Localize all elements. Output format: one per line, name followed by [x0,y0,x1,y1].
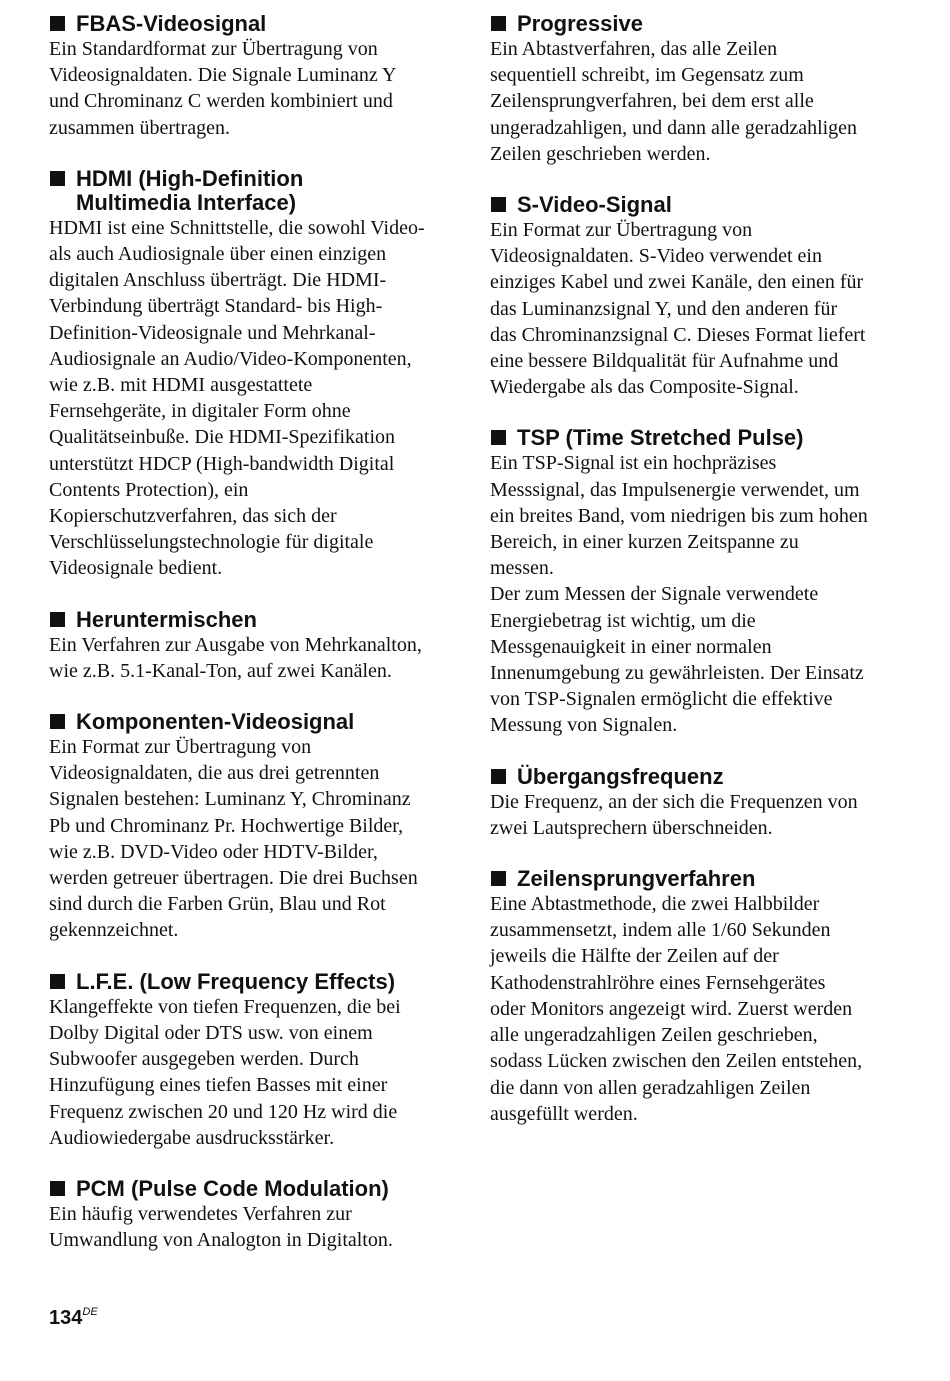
glossary-entry-progressive [490,12,890,167]
left-column [49,12,449,1279]
glossary-entry-pcm [49,1177,449,1253]
entry-body: Ein Verfahren zur Ausgabe von Mehrkanalton, wie z.B. 5.1-Kanal-Ton, auf zwei Kanälen. [49,633,422,682]
bullet-square-icon [50,974,65,989]
glossary-entry-komponenten [49,710,449,944]
glossary-entry-fbas [49,12,449,141]
bullet-square-icon [491,197,506,212]
glossary-entry-tsp [490,426,890,738]
entry-title: Zeilensprungverfahren [517,866,756,892]
entry-body: Die Frequenz, an der sich die Frequenzen von zwei Lautsprechern überschneiden. [490,790,858,839]
entry-title: TSP (Time Stretched Pulse) [517,425,804,451]
entry-body: Ein Format zur Übertragung von Videosignaldaten. S-Video verwendet ein einziges Kabel und zwei Kanäle, den einen für das Luminanzsignal Y, und den anderen für das Chrominanzsignal C. Dieses Format liefert eine bessere Bildqualität für Aufnahme und Wiedergabe als das Composite-Signal. [490,219,866,399]
entry-body: Ein häufig verwendetes Verfahren zur Umwandlung von Analogton in Digitalton. [49,1202,393,1252]
bullet-square-icon [491,871,506,886]
bullet-square-icon [491,769,506,784]
bullet-square-icon [491,16,506,31]
entry-title: L.F.E. (Low Frequency Effects) [76,968,396,994]
right-column [490,12,890,1153]
glossary-entry-hdmi [49,167,449,582]
entry-heading [49,1177,449,1201]
page-number: 134 [49,1307,83,1329]
entry-title: Progressive [517,11,643,36]
entry-body: Ein Format zur Übertragung von Videosignaldaten, die aus drei getrennten Signalen bestehen: Luminanz Y, Chrominanz Pb und Chrominanz Pr. Hochwertige Bilder, wie z.B. DVD-Video oder HDTV-Bilder, werden getreuer übertragen. Die drei Buchsen sind durch die Farben Grün, Blau und Rot gekennzeichnet. [49,736,418,942]
bullet-square-icon [50,612,65,627]
glossary-entry-heruntermischen [49,608,449,684]
entry-heading [490,12,890,36]
entry-heading [490,193,890,217]
entry-heading [49,970,449,994]
page-footer [49,1306,98,1330]
entry-title: HDMI (High-Definition Multimedia Interface) [76,165,304,215]
entry-title: Komponenten-Videosignal [76,709,355,735]
entry-body: Ein TSP-Signal ist ein hochpräzises Messsignal, das Impulsenergie verwendet, um ein breites Band, vom niedrigen bis zum hohen Bereich, in einer kurzen Zeitspanne zu messen. Der zum Messen der Signale verwendete Energiebetrag ist wichtig, um die Messgenauigkeit in einer normalen Innenumgebung zu gewährleisten. Der Einsatz von TSP-Signalen ermöglicht die effektive Messung von Signalen. [490,452,868,737]
entry-body: HDMI ist eine Schnittstelle, die sowohl Video- als auch Audiosignale über einen einzigen digitalen Anschluss überträgt. Die HDMI- Verbindung überträgt Standard- bis High- Definition-Videosignale und Mehrkanal- Audiosignale an Audio/Video-Komponenten, wie z.B. mit HDMI ausgestattete Fernsehgeräte, in digitaler Form ohne Qualitätseinbuße. Die HDMI-Spezifikation unterstützt HDCP (High-bandwidth Digital Contents Protection), ein Kopierschutzverfahren, das sich der Verschlüsselungstechnologie für digitale Videosignale bedient. [49,216,425,580]
entry-title: FBAS-Videosignal [76,11,267,36]
entry-body: Eine Abtastmethode, die zwei Halbbilder zusammensetzt, indem alle 1/60 Sekunden jeweils die Hälfte der Zeilen auf der Kathodenstrahlröhre eines Fernsehgerätes oder Monitors angezeigt wird. Zuerst werden alle ungeradzahligen Zeilen geschrieben, sodass Lücken zwischen den Zeilen entstehen, die dann von allen geradzahligen Zeilen ausgefüllt werden. [490,893,863,1125]
bullet-square-icon [50,714,65,729]
language-suffix: DE [82,1306,98,1318]
bullet-square-icon [491,430,506,445]
entry-title: Übergangsfrequenz [517,763,724,789]
bullet-square-icon [50,171,65,186]
bullet-square-icon [50,1181,65,1196]
glossary-entry-lfe [49,970,449,1151]
entry-heading [490,765,890,789]
entry-title: Heruntermischen [76,606,257,632]
bullet-square-icon [50,16,65,31]
entry-heading [490,426,890,450]
entry-heading [490,867,890,891]
entry-body: Klangeffekte von tiefen Frequenzen, die bei Dolby Digital oder DTS usw. von einem Subwoofer ausgegeben werden. Durch Hinzufügung eines tiefen Basses mit einer Frequenz zwischen 20 und 120 Hz wird die Audiowiedergabe ausdrucksstärker. [49,995,401,1149]
entry-body: Ein Abtastverfahren, das alle Zeilen sequentiell schreibt, im Gegensatz zum Zeilensprungverfahren, bei dem erst alle ungeradzahligen, und dann alle geradzahligen Zeilen geschrieben werden. [490,38,858,165]
entry-heading [49,12,449,36]
entry-title: S-Video-Signal [517,192,672,218]
entry-title: PCM (Pulse Code Modulation) [76,1175,389,1201]
glossary-entry-zeilensprung [490,867,890,1127]
glossary-entry-uebergangsfrequenz [490,765,890,841]
entry-heading [49,608,449,632]
glossary-entry-s-video [490,193,890,400]
entry-heading [49,710,449,734]
entry-body: Ein Standardformat zur Übertragung von Videosignaldaten. Die Signale Luminanz Y und Chrominanz C werden kombiniert und zusammen übertragen. [49,38,397,139]
entry-heading [49,167,449,215]
